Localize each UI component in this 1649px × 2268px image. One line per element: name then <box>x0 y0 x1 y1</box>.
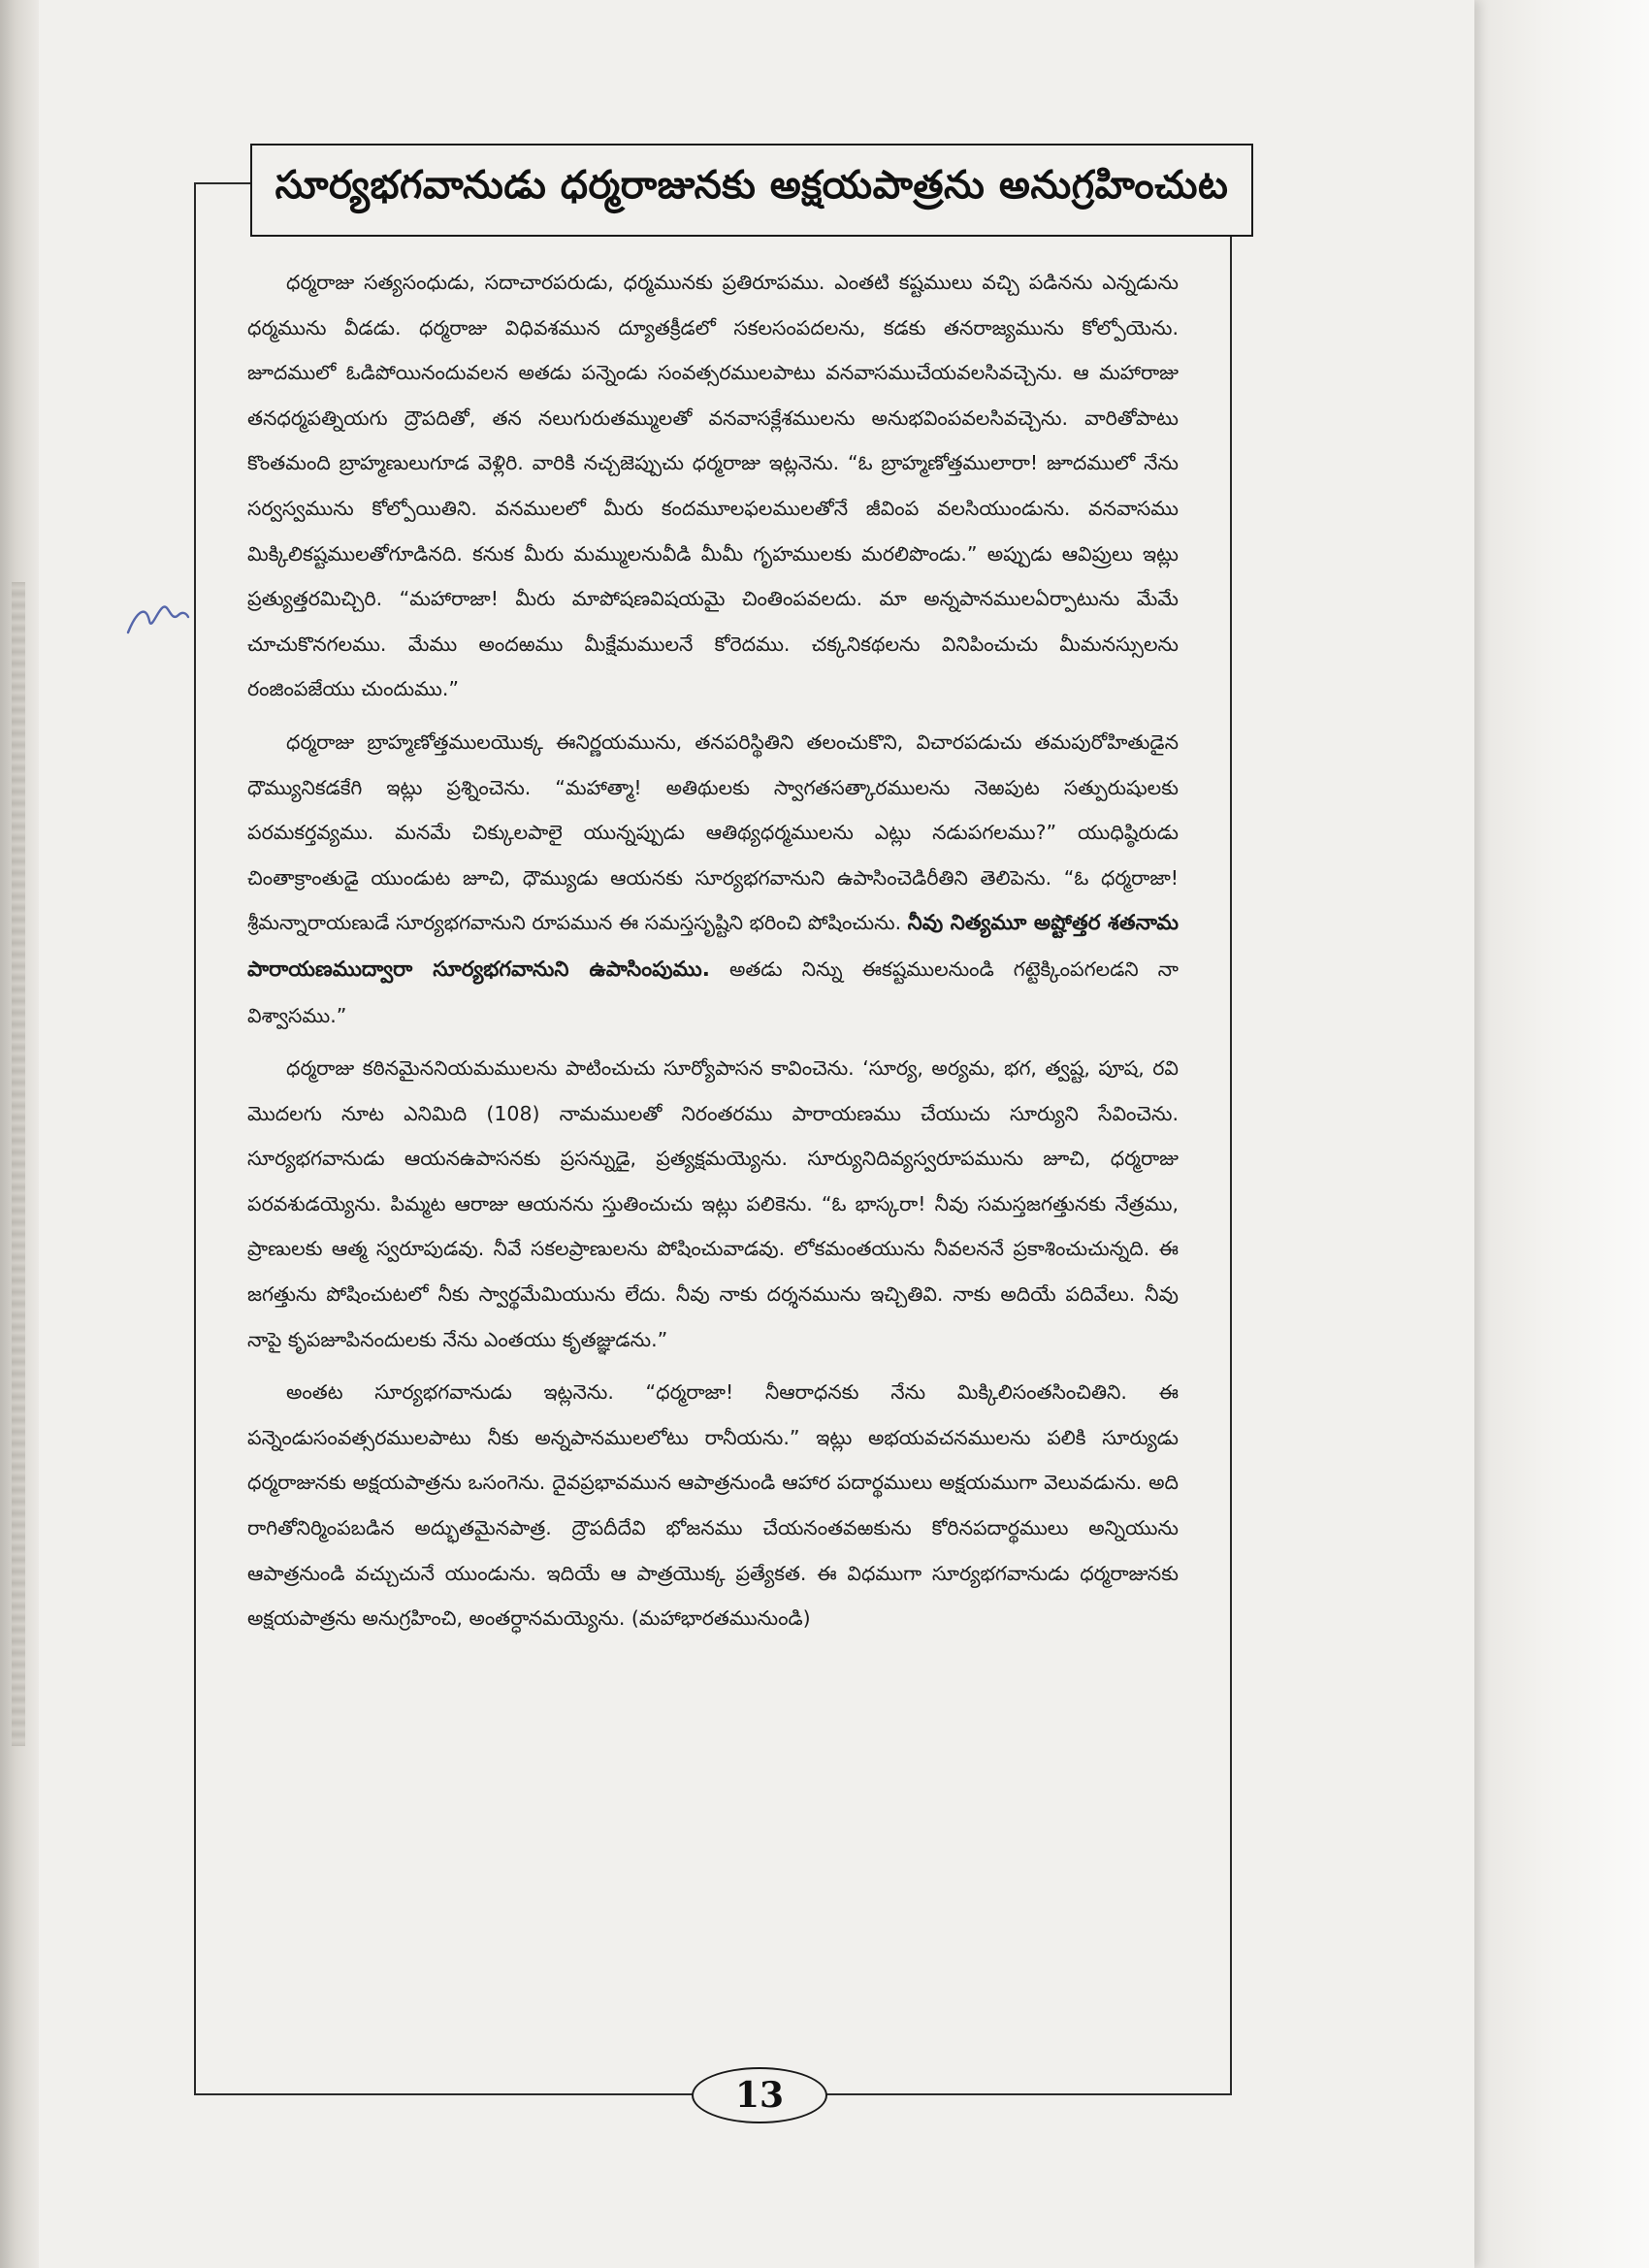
scanner-bed-edge <box>1474 0 1649 2268</box>
page-binding <box>0 0 39 2268</box>
body-text <box>247 260 1179 1641</box>
paragraph-4: అంతట సూర్యభగవానుడు ఇట్లనెను. “ధర్మరాజా! నీఆరాధనకు నేను మిక్కిలిసంతసించితిని. ఈ పన్నెండుసంవత్సరములపాటు నీకు అన్నపానములలోటు రానీయను.” ఇట్లు అభయవచనములను పలికి సూర్యుడు ధర్మరాజునకు అక్షయపాత్రను ఒసంగెను. దైవప్రభావమున ఆపాత్రనుండి ఆహార పదార్థములు అక్షయముగా వెలువడును. అది రాగితోనిర్మింపబడిన అద్భుతమైనపాత్ర. ద్రౌపదీదేవి భోజనము చేయనంతవఱకును కోరినపదార్థములు అన్నియును ఆపాత్రనుండి వచ్చుచునే యుండును. ఇదియే ఆ పాత్రయొక్క ప్రత్యేకత. ఈ విధముగా సూర్యభగవానుడు ధర్మరాజునకు అక్షయపాత్రను అనుగ్రహించి, అంతర్ధానమయ్యెను. (మహాభారతమునుండి) <box>247 1380 1179 1631</box>
paragraph-3: ధర్మరాజు కఠినమైననియమములను పాటించుచు సూర్యోపాసన కావించెను. ‘సూర్య, అర్యమ, భగ, త్వష్ట, పూష, రవి మొదలగు నూట ఎనిమిది (108) నామములతో నిరంతరము పారాయణము చేయుచు సూర్యుని సేవించెను. సూర్యభగవానుడు ఆయనఉపాసనకు ప్రసన్నుడై, ప్రత్యక్షమయ్యెను. సూర్యునిదివ్యస్వరూపమును జూచి, ధర్మరాజు పరవశుడయ్యెను. పిమ్మట ఆరాజు ఆయనను స్తుతించుచు ఇట్లు పలికెను. “ఓ భాస్కరా! నీవు సమస్తజగత్తునకు నేత్రము, ప్రాణులకు ఆత్మ స్వరూపుడవు. నీవే సకలప్రాణులను పోషించువాడవు. లోకమంతయును నీవలననే ప్రకాశించుచున్నది. ఈ జగత్తును పోషించుటలో నీకు స్వార్థమేమియును లేదు. నీవు నాకు దర్శనమును ఇచ్చితివి. నాకు అదియే పదివేలు. నీవు నాపై కృపజూపినందులకు నేను ఎంతయు కృతజ్ఞుడను.” <box>247 1056 1179 1351</box>
paragraph-1: ధర్మరాజు సత్యసంధుడు, సదాచారపరుడు, ధర్మమునకు ప్రతిరూపము. ఎంతటి కష్టములు వచ్చి పడినను ఎన్నడును ధర్మమును వీడడు. ధర్మరాజు విధివశమున ద్యూతక్రీడలో సకలసంపదలను, కడకు తనరాజ్యమును కోల్పోయెను. జూదములో ఓడిపోయినందువలన అతడు పన్నెండు సంవత్సరములపాటు వనవాసముచేయవలసివచ్చెను. ఆ మహారాజు తనధర్మపత్నియగు ద్రౌపదితో, తన నలుగురుతమ్ములతో వనవాసక్లేశములను అనుభవింపవలసివచ్చెను. వారితోపాటు కొంతమంది బ్రాహ్మణులుగూడ వెళ్లిరి. వారికి నచ్చజెప్పుచు ధర్మరాజు ఇట్లనెను. “ఓ బ్రాహ్మణోత్తములారా! జూదములో నేను సర్వస్వమును కోల్పోయితిని. వనములలో మీరు కందమూలఫలములతోనే జీవింప వలసియుండును. వనవాసము మిక్కిలికష్టములతోగూడినది. కనుక మీరు మమ్ములనువీడి మీమీ గృహములకు మరలిపొండు.” అప్పుడు ఆవిప్రులు ఇట్లు ప్రత్యుత్తరమిచ్చిరి. “మహారాజా! మీరు మాపోషణవిషయమై చింతింపవలదు. మా అన్నపానములఏర్పాటును మేమే చూచుకొనగలము. మేము అందఱము మీక్షేమములనే కోరెదము. చక్కనికథలను వినిపించుచు మీమనస్సులను రంజింపజేయు చుందుము.” <box>247 271 1179 701</box>
paragraph-2 <box>247 720 1179 1038</box>
paragraph-2-part-1: ధర్మరాజు బ్రాహ్మణోత్తములయొక్క ఈనిర్ణయమును, తనపరిస్థితిని తలంచుకొని, విచారపడుచు తమపురోహితుడైన ధౌమ్యునికడకేగి ఇట్లు ప్రశ్నించెను. “మహాత్మా! అతిథులకు స్వాగతసత్కారములను నెఱపుట సత్పురుషులకు పరమకర్తవ్యము. మనమే చిక్కులపాలై యున్నప్పుడు ఆతిథ్యధర్మములను ఎట్లు నడుపగలము?” యుధిష్ఠిరుడు చింతాక్రాంతుడై యుండుట జూచి, ధౌమ్యుడు ఆయనకు సూర్యభగవానుని ఉపాసించెడిరీతిని తెలిపెను. “ఓ ధర్మరాజా! శ్రీమన్నారాయణుడే సూర్యభగవానుని రూపమున ఈ సమస్తసృష్టిని భరించి పోషించును. <box>247 729 1179 935</box>
page-number: 13 <box>734 2075 785 2116</box>
page-title: సూర్యభగవానుడు ధర్మరాజునకు అక్షయపాత్రను అనుగ్రహించుట <box>275 163 1229 208</box>
binding-stitch-strip <box>12 582 25 1746</box>
paragraph-2-part-2: అతడు నిన్ను ఈకష్టములనుండి గట్టెక్కింపగలడని నా విశ్వాసము.” <box>247 956 1179 1027</box>
paragraph-2-bold-text: నీవు నిత్యమూ అష్టోత్తర శతనామ పారాయణముద్వారా సూర్యభగవానుని ఉపాసింపుము. <box>247 911 1179 982</box>
title-box <box>250 144 1253 237</box>
page-number-oval <box>692 2067 827 2123</box>
handwritten-margin-mark-icon <box>124 594 192 642</box>
